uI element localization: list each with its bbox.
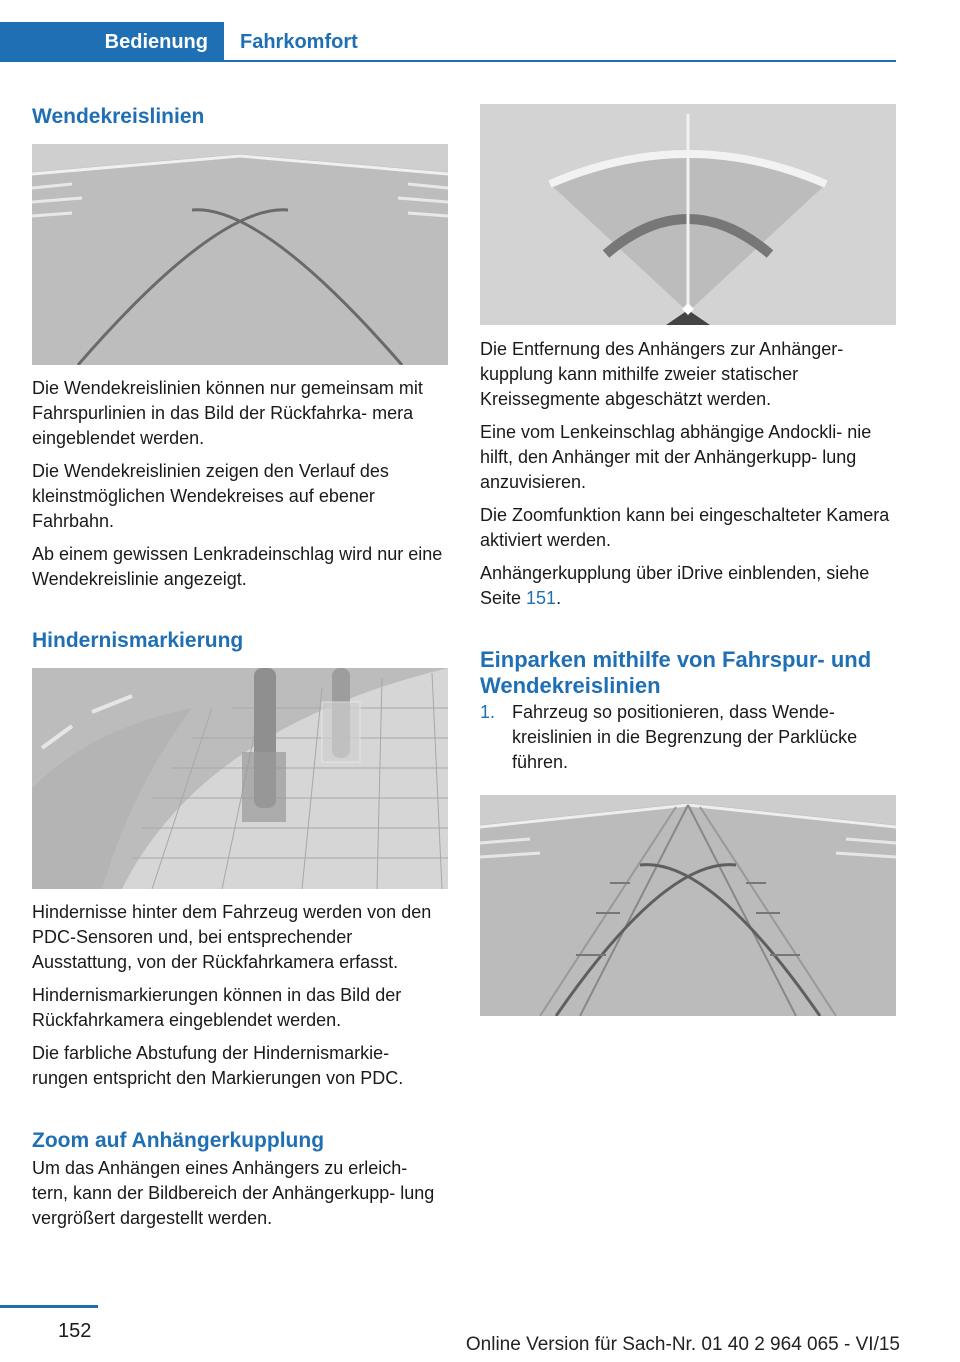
paragraph-text: Anhängerkupplung über iDrive einblenden, siehe Seite [480,563,870,608]
heading-zoom-anhaengerkupplung: Zoom auf Anhängerkupplung [32,1129,325,1152]
heading-wendekreislinien: Wendekreislinien [32,105,205,128]
list-item [480,700,896,775]
paragraph: Hindernisse hinter dem Fahrzeug werden von den PDC-Sensoren und, bei entsprechender Ausstattung, von der Rückfahrkamera erfasst. [32,902,432,972]
figure-wendekreislinien [32,144,448,365]
heading-hindernismarkierung: Hindernismarkierung [32,629,244,652]
header-tabbar [0,0,960,64]
paragraph: Die farbliche Abstufung der Hindernismarkie‐ rungen entspricht den Markierungen von PDC. [32,1043,404,1088]
figure-einparken [480,795,896,1016]
figure-hindernismarkierung [32,668,448,889]
figure-anhaengerkupplung-zoom [480,104,896,325]
paragraph [480,561,896,611]
step-list [480,700,896,775]
paragraph: Um das Anhängen eines Anhängers zu erleich‐ tern, kann der Bildbereich der Anhängerkupp‐ lung vergrößert dargestellt werden. [32,1158,435,1228]
paragraph: Ab einem gewissen Lenkradeinschlag wird nur eine Wendekreislinie angezeigt. [32,544,443,589]
page-number: 152 [58,1320,92,1342]
left-text-block-3 [32,1156,448,1231]
footer-rule [0,1305,98,1308]
header-rule [224,60,896,62]
paragraph: Die Wendekreislinien können nur gemeinsam mit Fahrspurlinien in das Bild der Rückfahrka‐ mera eingeblendet werden. [32,378,423,448]
paragraph: Die Entfernung des Anhängers zur Anhänger‐ kupplung kann mithilfe zweier statischer Kreissegmente abgeschätzt werden. [480,339,844,409]
footer-online-version: Online Version für Sach-Nr. 01 40 2 964 065 - VI/15 [465,1334,900,1355]
paragraph-end: . [556,588,562,608]
paragraph: Die Zoomfunktion kann bei eingeschalteter Kamera aktiviert werden. [480,505,890,550]
heading-einparken: Einparken mithilfe von Fahrspur- und Wendekreislinien [480,647,872,698]
page-link-151[interactable]: 151 [526,588,557,608]
step-number: 1. [480,702,496,722]
left-text-block-1 [32,376,448,592]
paragraph: Hindernismarkierungen können in das Bild der Rückfahrkamera eingeblendet werden. [32,985,402,1030]
step-text: Fahrzeug so positionieren, dass Wende‐ kreislinien in die Begrenzung der Parklücke führen. [512,702,858,772]
paragraph: Die Wendekreislinien zeigen den Verlauf des kleinstmöglichen Wendekreises auf ebener Fahrbahn. [32,461,389,531]
right-text-block-1 [480,337,896,611]
paragraph: Eine vom Lenkeinschlag abhängige Andockli‐ nie hilft, den Anhänger mit der Anhängerkupp‐ lung anzuvisieren. [480,422,872,492]
left-text-block-2 [32,900,448,1091]
tab-fahrkomfort[interactable]: Fahrkomfort [240,30,358,53]
tab-bedienung[interactable]: Bedienung [0,22,224,62]
